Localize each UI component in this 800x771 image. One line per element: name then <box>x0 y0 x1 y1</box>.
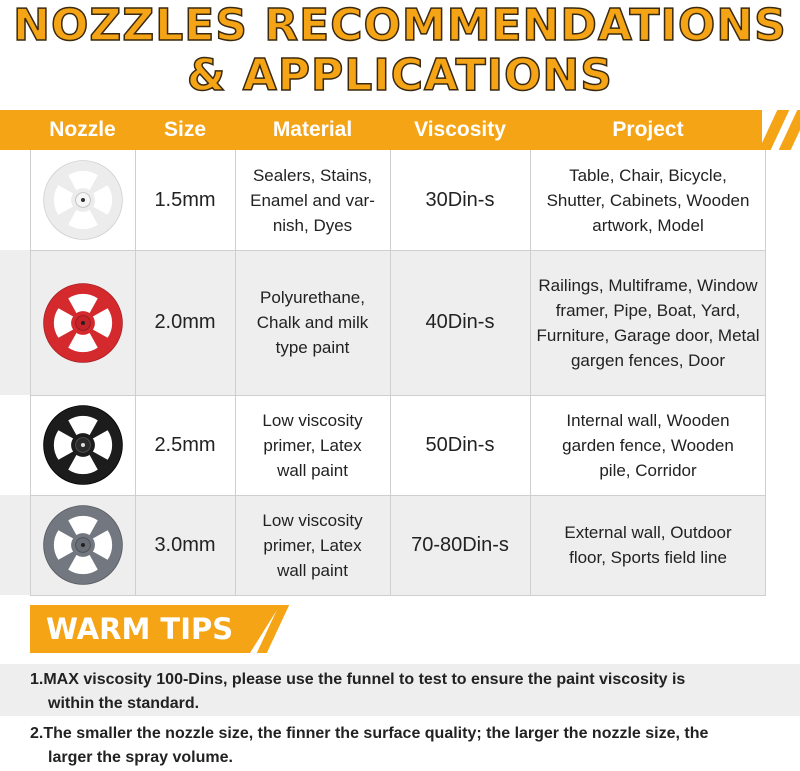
red-nozzle-icon <box>42 282 124 364</box>
title-line-1: NOZZLES RECOMMENDATIONS <box>13 0 787 51</box>
material-cell: Polyurethane, Chalk and milk type paint <box>256 288 369 357</box>
header-size: Size <box>163 118 207 141</box>
size-cell: 1.5mm <box>154 188 216 211</box>
tip-line: larger the spray volume. <box>48 749 233 766</box>
size-cell: 2.5mm <box>154 433 216 456</box>
viscosity-cell: 30Din-s <box>425 188 495 211</box>
nozzle-cell <box>30 150 135 250</box>
project-cell: External wall, Outdoor floor, Sports field line <box>564 523 732 567</box>
project-cell: Internal wall, Wooden garden fence, Wooden pile, Corridor <box>562 410 734 480</box>
table-row <box>0 495 766 595</box>
size-cell: 2.0mm <box>154 311 216 333</box>
project-cell: Table, Chair, Bicycle, Shutter, Cabinets, Wooden artwork, Model <box>546 165 750 235</box>
header-material: Material <box>272 118 353 141</box>
white-nozzle-icon <box>42 159 124 241</box>
table-row <box>0 250 766 395</box>
tip-line: 2.The smaller the nozzle size, the finner the surface quality; the larger the nozzle size, the <box>30 725 709 742</box>
nozzle-cell <box>30 495 135 595</box>
header-nozzle: Nozzle <box>49 118 116 141</box>
nozzle-cell <box>30 395 135 495</box>
table-row <box>0 395 766 495</box>
tip-item <box>0 718 800 771</box>
material-cell: Sealers, Stains, Enamel and var-nish, Dyes <box>250 165 375 235</box>
gray-nozzle-icon <box>42 504 124 586</box>
material-cell: Low viscosity primer, Latex wall paint <box>262 510 363 580</box>
warm-tips-heading: WARM TIPS <box>46 612 234 646</box>
header-viscosity: Viscosity <box>414 118 506 141</box>
header-project: Project <box>612 118 684 141</box>
title-line-2: & APPLICATIONS <box>187 50 613 101</box>
tip-line: 1.MAX viscosity 100-Dins, please use the funnel to test to ensure the paint viscosity is <box>30 671 686 688</box>
tip-line: within the standard. <box>48 695 200 712</box>
viscosity-cell: 70-80Din-s <box>411 533 509 556</box>
material-cell: Low viscosity primer, Latex wall paint <box>262 410 363 480</box>
table-header <box>0 110 800 150</box>
table-row <box>0 150 766 250</box>
viscosity-cell: 40Din-s <box>425 311 495 333</box>
viscosity-cell: 50Din-s <box>425 433 495 456</box>
tip-item <box>0 664 800 716</box>
project-cell: Railings, Multiframe, Window framer, Pipe, Boat, Yard, Furniture, Garage door, Metal gargen fences, Door <box>536 275 760 370</box>
nozzle-cell <box>30 250 135 395</box>
size-cell: 3.0mm <box>154 533 216 556</box>
black-nozzle-icon <box>42 404 124 486</box>
